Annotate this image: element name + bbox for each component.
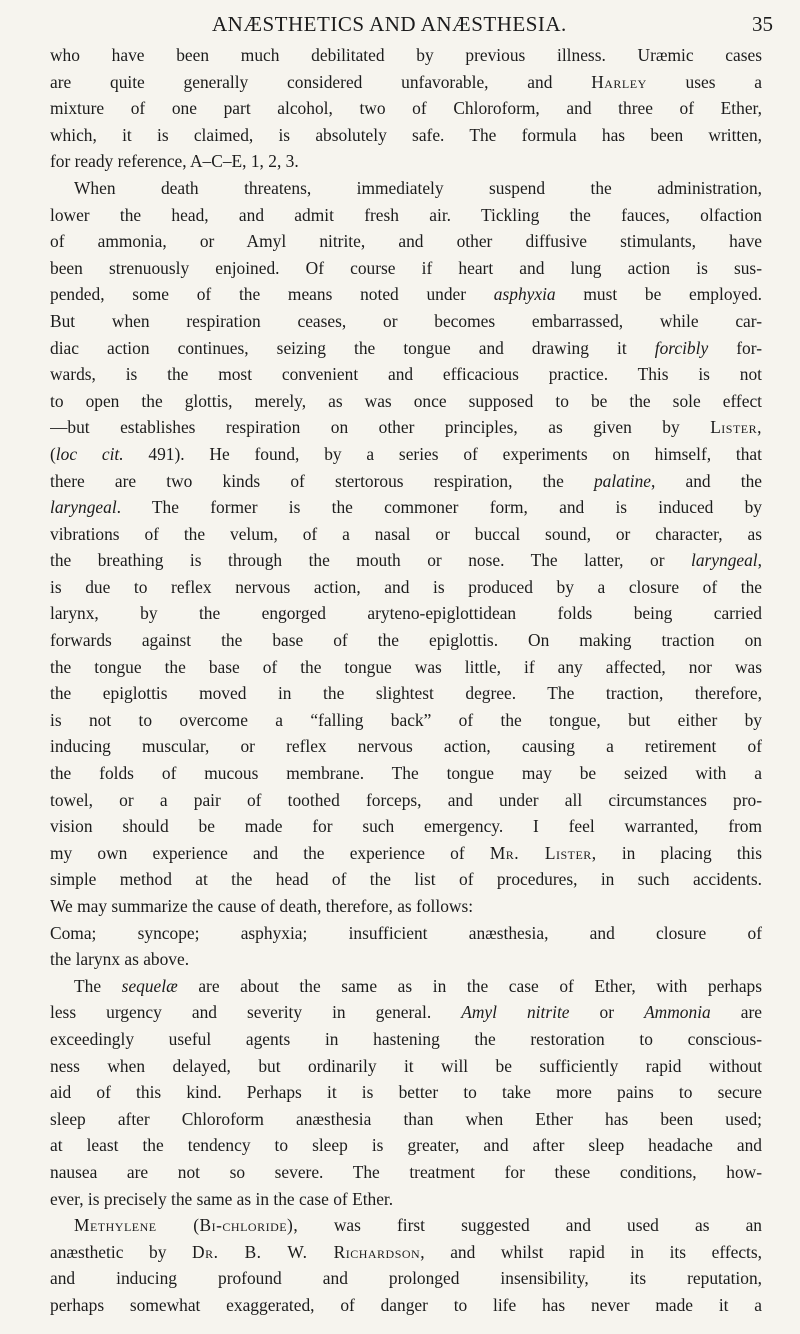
text-run: perhaps somewhat exaggerated, of danger to life has never made it a [50,1294,762,1315]
text-run: , and whilst rapid in its effects, [420,1241,762,1262]
text-run: diac action continues, seizing the tongue and drawing it [50,337,655,358]
text-run: who have been much debilitated by previous illness. Uræmic cases [50,45,762,65]
text-run: which, it is claimed, is absolutely safe. The formula has been written, [50,124,762,145]
text-run: ( [50,443,56,464]
text-line [50,335,762,362]
italic-term: Amyl nitrite [461,1002,570,1023]
text-run: to open the glottis, merely, as was once supposed to be the sole effect [50,390,762,411]
text-run: the folds of mucous membrane. The tongue may be seized with a [50,763,762,784]
text-line [50,95,762,122]
text-line [50,1079,762,1106]
text-line [50,1026,762,1053]
small-caps-name: Lister, [710,417,762,438]
text-line [50,760,762,787]
text-run: pended, some of the means noted under [50,284,494,305]
text-run: ness when delayed, but ordinarily it will be sufficiently rapid without [50,1055,762,1076]
text-run: is not to overcome a “falling back” of the tongue, but either by [50,709,762,730]
text-line [50,1239,762,1266]
text-run: , [757,550,762,571]
text-line [50,973,762,1000]
text-line [50,281,762,308]
text-run: exceedingly useful agents in hastening the restoration to conscious- [50,1028,762,1049]
text-run: are [710,1002,762,1023]
text-line [50,866,762,893]
text-run: . The former is the commoner form, and is induced by [116,497,762,518]
text-line [50,787,762,814]
text-line [50,361,762,388]
text-run: anæsthetic by [50,1241,193,1262]
text-line [50,521,762,548]
text-line [50,1159,762,1186]
text-run: , was first suggested and used as an [293,1215,762,1236]
text-run: But when respiration ceases, or becomes embarrassed, while car- [50,310,762,331]
text-line [50,707,762,734]
text-line [50,654,762,681]
text-run: wards, is the most convenient and efficacious practice. This is not [50,364,762,385]
italic-term: sequelæ [121,975,178,996]
text-line [50,1132,762,1159]
text-run: at least the tendency to sleep is greater, and after sleep headache and [50,1135,762,1156]
italic-term: palatine [593,470,651,491]
text-line [50,202,762,229]
text-run: must be employed. [555,284,762,305]
text-run: , and the [650,470,762,491]
italic-term: laryngeal [50,497,117,518]
text-line [50,255,762,282]
text-line [50,122,762,149]
text-run: is due to reflex nervous action, and is produced by a closure of the [50,576,762,597]
text-line [50,680,762,707]
text-run: simple method at the head of the list of procedures, in such accidents. [50,869,762,890]
text-run: aid of this kind. Perhaps it is better to take more pains to secure [50,1082,762,1103]
text-line [50,441,762,468]
text-run: my own experience and the experience of [50,842,490,863]
text-line [50,468,762,495]
text-line [50,1186,762,1213]
text-run: the tongue the base of the tongue was little, if any affected, nor was [50,656,762,677]
small-caps-name: Methylene (Bi-chloride) [74,1215,294,1236]
text-line [50,547,762,574]
text-run: vibrations of the velum, of a nasal or buccal sound, or character, as [50,523,762,544]
text-line [50,733,762,760]
text-run: there are two kinds of stertorous respiration, the [50,470,594,491]
text-line [50,148,762,175]
text-run: are quite generally considered unfavorable, and [50,71,592,92]
text-run: vision should be made for such emergency. I feel warranted, from [50,816,762,837]
italic-term: forcibly [654,337,709,358]
text-run: of ammonia, or Amyl nitrite, and other diffusive stimulants, have [50,231,762,252]
small-caps-name: Mr. Lister, [489,842,597,863]
text-run: lower the head, and admit fresh air. Tickling the fauces, olfaction [50,204,762,225]
text-line [50,627,762,654]
text-run: When death threatens, immediately suspend the administration, [74,177,762,198]
text-line [50,999,762,1026]
text-line [50,175,762,202]
text-run: 491). He found, by a series of experiments on himself, that [123,443,762,464]
text-line [50,228,762,255]
text-run: for- [708,337,762,358]
text-run: forwards against the base of the epiglottis. On making traction on [50,630,762,651]
text-run: are about the same as in the case of Ether, with perhaps [177,975,762,996]
text-run: larynx, by the engorged aryteno-epiglottidean folds being carried [50,603,762,624]
text-run: inducing muscular, or reflex nervous action, causing a retirement of [50,736,762,757]
text-line [50,1292,762,1319]
text-line [50,69,762,96]
text-run: We may summarize the cause of death, therefore, as follows: [50,896,474,916]
text-run: Coma; syncope; asphyxia; insufficient anæsthesia, and closure of [50,922,762,943]
text-run: towel, or a pair of toothed forceps, and under all circumstances pro- [50,789,762,810]
text-line [50,946,762,973]
small-caps-name: Harley [591,71,647,92]
page-number: 35 [752,12,773,36]
text-line [50,574,762,601]
text-line [50,1265,762,1292]
text-line [50,1053,762,1080]
text-run: been strenuously enjoined. Of course if heart and lung action is sus- [50,257,762,278]
italic-term: Ammonia [644,1002,711,1023]
text-run: less urgency and severity in general. [50,1002,462,1023]
small-caps-name: Dr. B. W. Richardson [192,1241,421,1262]
italic-term: asphyxia [493,284,556,305]
text-line [50,308,762,335]
text-line [50,1212,762,1239]
text-line [50,840,762,867]
italic-term: loc cit. [55,443,124,464]
text-run: or [569,1002,645,1023]
text-run: the breathing is through the mouth or nose. The latter, or [50,550,691,571]
text-line [50,388,762,415]
text-run: mixture of one part alcohol, two of Chloroform, and three of Ether, [50,98,762,119]
italic-term: laryngeal [690,550,758,571]
text-run: the larynx as above. [50,949,190,970]
text-line [50,414,762,441]
text-run: —but establishes respiration on other principles, as given by [50,417,711,438]
text-run: sleep after Chloroform anæsthesia than when Ether has been used; [50,1108,762,1129]
text-line [50,494,762,521]
text-run: uses a [646,71,762,92]
text-run: in placing this [596,842,762,863]
text-line [50,920,762,947]
text-line [50,1106,762,1133]
text-run: ever, is precisely the same as in the case of Ether. [50,1188,394,1209]
text-line [50,42,762,69]
running-title: ANÆSTHETICS AND ANÆSTHESIA. [212,12,567,36]
text-run: for ready reference, A–C–E, 1, 2, 3. [50,151,299,172]
page-header [0,8,800,38]
text-run: the epiglottis moved in the slightest degree. The traction, therefore, [50,683,762,704]
text-run: The [74,975,122,996]
text-run: nausea are not so severe. The treatment for these conditions, how- [50,1161,762,1182]
body-text [50,42,762,1319]
text-line [50,600,762,627]
text-run: and inducing profound and prolonged insensibility, its reputation, [50,1268,762,1289]
text-line [50,893,762,920]
text-line [50,813,762,840]
